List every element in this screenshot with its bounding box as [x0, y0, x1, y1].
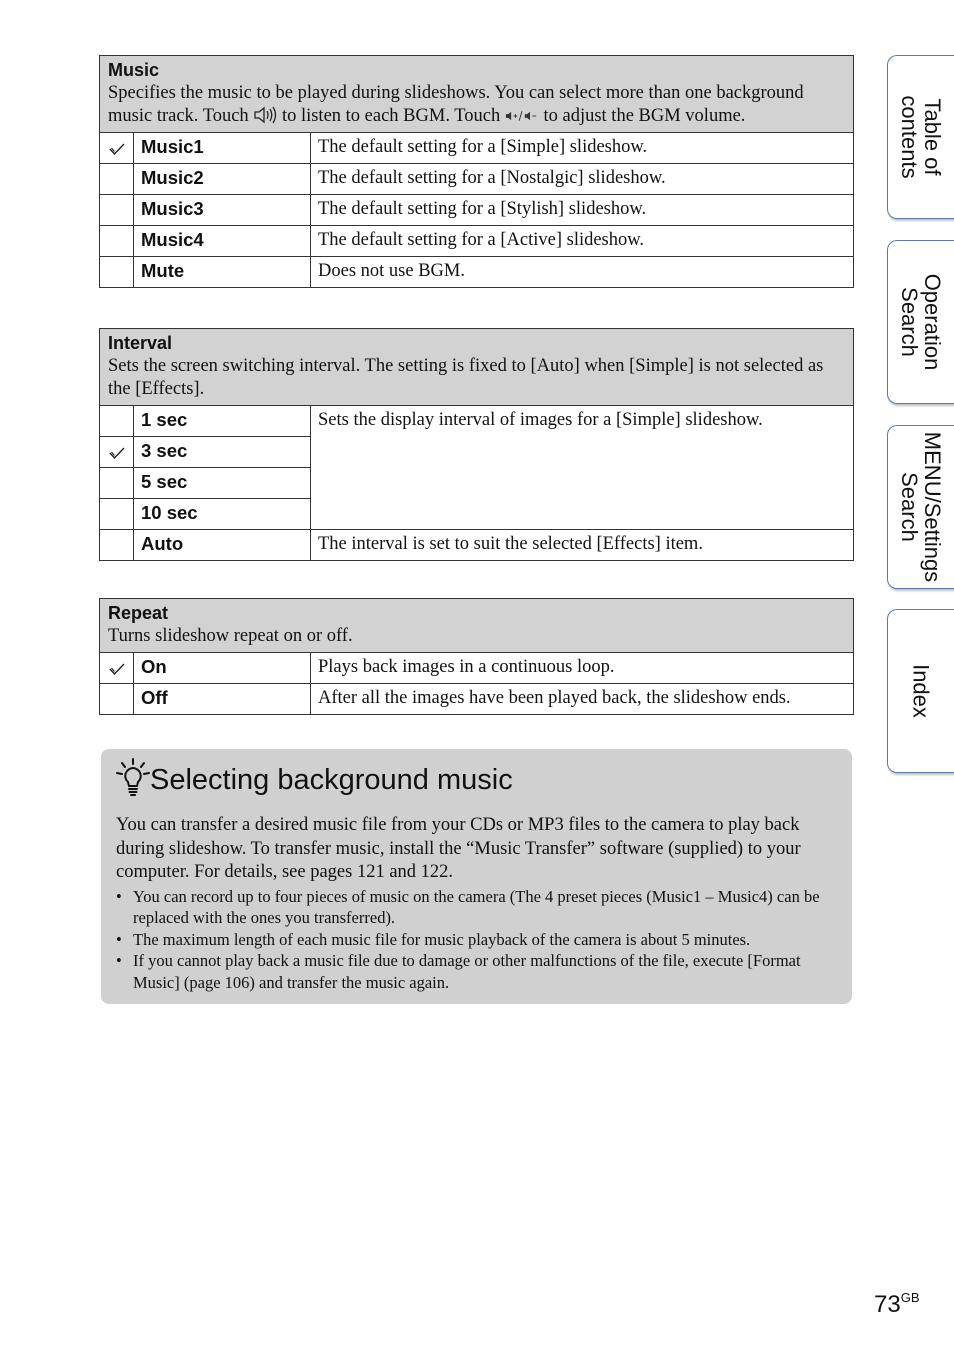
- option-name: Auto: [134, 530, 311, 561]
- hint-box: [101, 749, 852, 1004]
- repeat-option-row: [100, 653, 854, 684]
- music-option-row: [100, 195, 854, 226]
- music-option-row: [100, 133, 854, 164]
- hint-body: You can transfer a desired music file from your CDs or MP3 files to the camera to play back during slideshow. To transfer music, install the “Music Transfer” software (supplied) to your computer. For details, see pages 121 and 122.: [116, 815, 801, 882]
- option-name: Music1: [134, 133, 311, 164]
- hint-title: Selecting background music: [150, 764, 513, 796]
- option-description: Does not use BGM.: [311, 257, 854, 288]
- option-name: 3 sec: [134, 437, 311, 468]
- checkmark-icon: [108, 662, 126, 676]
- check-cell: [100, 164, 134, 195]
- music-option-row: [100, 257, 854, 288]
- check-cell: [100, 684, 134, 715]
- interval-option-row: [100, 406, 854, 437]
- music-description: [108, 82, 845, 128]
- music-settings-table: [99, 55, 854, 288]
- tab-menu-settings-search[interactable]: [887, 425, 954, 589]
- option-description: The default setting for a [Stylish] slideshow.: [311, 195, 854, 226]
- option-description: The default setting for a [Simple] slideshow.: [311, 133, 854, 164]
- option-description: The default setting for a [Active] slideshow.: [311, 226, 854, 257]
- option-description: Plays back images in a continuous loop.: [311, 653, 854, 684]
- repeat-settings-table: [99, 598, 854, 715]
- repeat-option-row: [100, 684, 854, 715]
- repeat-description: Turns slideshow repeat on or off.: [108, 626, 353, 646]
- option-name: Music3: [134, 195, 311, 226]
- check-cell: [100, 530, 134, 561]
- music-option-row: [100, 226, 854, 257]
- checkmark-icon: [108, 446, 126, 460]
- volume-up-down-icon: [505, 110, 539, 122]
- checkmark-icon: [108, 142, 126, 156]
- tab-label: Operation Search: [896, 273, 945, 371]
- interval-header: [100, 329, 854, 406]
- tab-table-of-contents[interactable]: [887, 55, 954, 219]
- hint-header: [116, 755, 836, 797]
- check-cell: [100, 257, 134, 288]
- check-cell: [100, 437, 134, 468]
- check-cell: [100, 406, 134, 437]
- page-number: $73^{GB}$: [874, 1290, 920, 1318]
- interval-settings-table: [99, 328, 854, 561]
- option-description: The interval is set to suit the selected [Effects] item.: [311, 530, 854, 561]
- check-cell: [100, 653, 134, 684]
- option-description: After all the images have been played back, the slideshow ends.: [311, 684, 854, 715]
- music-title: Music: [108, 60, 160, 80]
- repeat-title: Repeat: [108, 603, 169, 623]
- interval-title: Interval: [108, 333, 173, 353]
- music-desc-part3: to adjust the BGM volume.: [543, 106, 746, 126]
- check-cell: [100, 499, 134, 530]
- check-cell: [100, 468, 134, 499]
- music-header: [100, 56, 854, 133]
- check-cell: [100, 195, 134, 226]
- option-description: Sets the display interval of images for a [Simple] slideshow.: [311, 406, 854, 530]
- option-name: 10 sec: [134, 499, 311, 530]
- option-name: Music4: [134, 226, 311, 257]
- interval-description: Sets the screen switching interval. The setting is fixed to [Auto] when [Simple] is not selected as the [Effects].: [108, 356, 824, 399]
- option-name: Off: [134, 684, 311, 715]
- check-cell: [100, 133, 134, 164]
- option-name: 5 sec: [134, 468, 311, 499]
- option-name: Mute: [134, 257, 311, 288]
- list-item: • The maximum length of each music file for music playback of the camera is about 5 minutes.: [116, 929, 836, 951]
- option-description: The default setting for a [Nostalgic] slideshow.: [311, 164, 854, 195]
- speaker-icon: [253, 105, 277, 125]
- music-desc-part2: to listen to each BGM. Touch: [281, 106, 501, 126]
- tab-label: MENU/Settings Search: [896, 431, 945, 583]
- tab-label: Index: [908, 664, 933, 718]
- interval-option-row: [100, 530, 854, 561]
- repeat-header: [100, 599, 854, 653]
- lightbulb-hint-icon: [116, 757, 150, 797]
- list-item: • If you cannot play back a music file due to damage or other malfunctions of the file, execute [Format Music] (page 106) and transfer the music again.: [116, 950, 836, 993]
- check-cell: [100, 226, 134, 257]
- option-name: On: [134, 653, 311, 684]
- music-option-row: [100, 164, 854, 195]
- option-name: 1 sec: [134, 406, 311, 437]
- tab-label: Table of contents: [896, 95, 945, 179]
- list-item: • You can record up to four pieces of music on the camera (The 4 preset pieces (Music1 – Music4) can be replaced with the ones you transferred).: [116, 886, 836, 929]
- option-name: Music2: [134, 164, 311, 195]
- hint-bullet-list: [116, 886, 836, 994]
- music-desc-part1: Specifies the music to be played during slideshows. You can select more than one background music track. Touch: [108, 83, 804, 126]
- tab-operation-search[interactable]: [887, 240, 954, 404]
- tab-index[interactable]: [887, 609, 954, 773]
